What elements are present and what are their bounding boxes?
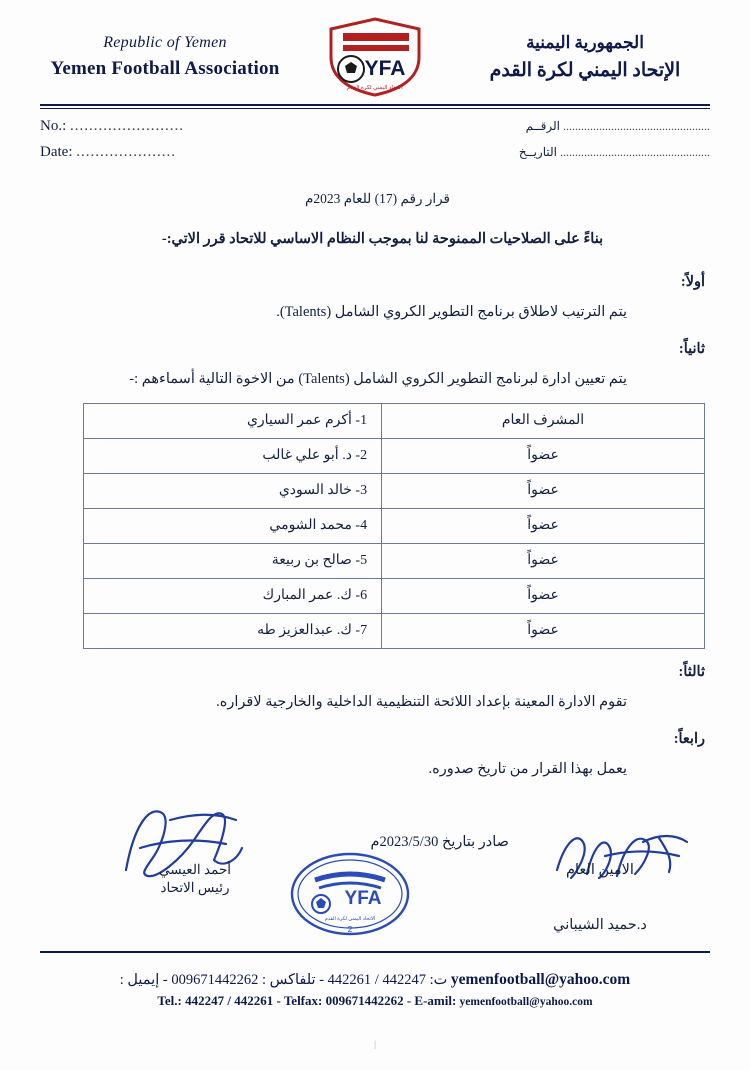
footer-contact-en: Tel.: 442247 / 442261 - Telfax: 009671442262 - E-amil: bbox=[157, 993, 457, 1008]
header-divider bbox=[40, 104, 710, 106]
table-row bbox=[84, 474, 705, 509]
footer-email-ar[interactable]: yemenfootball@yahoo.com bbox=[450, 971, 631, 988]
clause-text-3: تقوم الادارة المعينة بإعداد اللائحة التنظيمية الداخلية والخارجية لاقراره. bbox=[216, 693, 627, 710]
president-signature-block bbox=[90, 862, 300, 896]
no-field-ar bbox=[526, 119, 710, 134]
secretary-name: د.حميد الشيباني bbox=[553, 917, 647, 933]
table-row bbox=[84, 439, 705, 474]
member-name: 1- أكرم عمر السياري bbox=[84, 404, 382, 439]
footer-contact bbox=[40, 971, 710, 1009]
clause-text-1: يتم الترتيب لاطلاق برنامج التطوير الكروي الشامل (Talents). bbox=[276, 303, 627, 320]
member-role: عضواً bbox=[382, 579, 705, 614]
clause-title-1: أولاً: bbox=[680, 274, 705, 291]
header-divider-thin bbox=[40, 108, 710, 109]
reference-block bbox=[40, 118, 710, 174]
member-name: 7- ك. عبدالعزيز طه bbox=[84, 614, 382, 649]
member-role: عضواً bbox=[382, 474, 705, 509]
secretary-signature-block bbox=[495, 862, 705, 934]
president-title: رئيس الاتحاد bbox=[160, 880, 230, 895]
footer-arabic-line bbox=[40, 971, 710, 989]
no-field-en bbox=[40, 118, 184, 135]
member-role: عضواً bbox=[382, 509, 705, 544]
member-name: 6- ك. عمر المبارك bbox=[84, 579, 382, 614]
member-role: عضواً bbox=[382, 544, 705, 579]
clause-title-3: ثالثاً: bbox=[678, 664, 705, 681]
svg-text:YFA: YFA bbox=[344, 888, 382, 909]
president-name: أحمد العيسي bbox=[158, 862, 232, 877]
reference-date-row bbox=[40, 144, 710, 170]
association-name-ar: الإتحاد اليمني لكرة القدم bbox=[489, 59, 681, 81]
footer-email-en[interactable]: yemenfootball@yahoo.com bbox=[459, 996, 593, 1008]
member-name: 4- محمد الشومي bbox=[84, 509, 382, 544]
letterhead-arabic bbox=[460, 33, 710, 82]
clause-text-4: يعمل بهذا القرار من تاريخ صدوره. bbox=[428, 761, 627, 778]
clause-title-4: رابعاً: bbox=[673, 731, 705, 748]
svg-text:الاتحاد اليمني لكرة القدم: الاتحاد اليمني لكرة القدم bbox=[347, 85, 403, 91]
no-label-en: No.: bbox=[40, 118, 67, 134]
issue-date: صادر بتاريخ 2023/5/30م bbox=[370, 834, 509, 850]
clause-text-2: يتم تعيين ادارة لبرنامج التطوير الكروي الشامل (Talents) من الاخوة التالية أسماءهم :- bbox=[129, 370, 627, 387]
secretary-title: الامين العام bbox=[566, 862, 634, 878]
footer-english-line bbox=[40, 993, 710, 1009]
svg-text:YFA: YFA bbox=[364, 57, 406, 80]
page-bottom-mark: | bbox=[374, 1039, 376, 1049]
decision-number: قرار رقم (17) للعام 2023م bbox=[304, 191, 451, 206]
signature-area bbox=[50, 810, 705, 950]
table-row bbox=[84, 544, 705, 579]
footer-contact-ar: ت: 442247 / 442261 - تلفاكس : 009671442262 - إيميل : bbox=[119, 972, 448, 988]
no-dots-ar: ................................................. bbox=[563, 119, 710, 133]
member-name: 5- صالح بن ربيعة bbox=[84, 544, 382, 579]
letterhead-english bbox=[40, 34, 290, 80]
republic-name-en: Republic of Yemen bbox=[103, 34, 227, 51]
members-table bbox=[83, 403, 705, 649]
letterhead bbox=[40, 14, 710, 100]
decision-preamble: بناءً على الصلاحيات الممنوحة لنا بموجب النظام الاساسي للاتحاد قرر الاتي:- bbox=[161, 230, 604, 247]
clause-title-2: ثانياً: bbox=[678, 341, 705, 358]
date-label-ar: التاريــخ bbox=[518, 145, 557, 159]
date-dots: ..................... bbox=[76, 144, 176, 160]
republic-name-ar: الجمهورية اليمنية bbox=[526, 32, 644, 52]
member-role: عضواً bbox=[382, 439, 705, 474]
date-label-en: Date: bbox=[40, 144, 73, 160]
document-body bbox=[60, 180, 705, 794]
member-role: عضواً bbox=[382, 614, 705, 649]
no-dots: ........................ bbox=[70, 118, 184, 134]
member-name: 2- د. أبو علي غالب bbox=[84, 439, 382, 474]
member-role: المشرف العام bbox=[382, 404, 705, 439]
table-row bbox=[84, 579, 705, 614]
table-row bbox=[84, 614, 705, 649]
date-field-en bbox=[40, 144, 176, 161]
date-field-ar bbox=[519, 145, 710, 160]
date-dots-ar: .................................................. bbox=[560, 145, 710, 159]
svg-text:الاتحاد اليمني لكرة القدم: الاتحاد اليمني لكرة القدم bbox=[324, 916, 376, 922]
table-row bbox=[84, 404, 705, 439]
association-name-en: Yemen Football Association bbox=[50, 58, 280, 79]
table-row bbox=[84, 509, 705, 544]
reference-number-row bbox=[40, 118, 710, 144]
svg-text:2: 2 bbox=[347, 925, 353, 934]
member-name: 3- خالد السودي bbox=[84, 474, 382, 509]
yfa-crest-logo bbox=[323, 17, 427, 97]
footer-divider bbox=[40, 951, 710, 953]
no-label-ar: الرقــم bbox=[525, 119, 560, 133]
official-stamp bbox=[285, 848, 415, 940]
